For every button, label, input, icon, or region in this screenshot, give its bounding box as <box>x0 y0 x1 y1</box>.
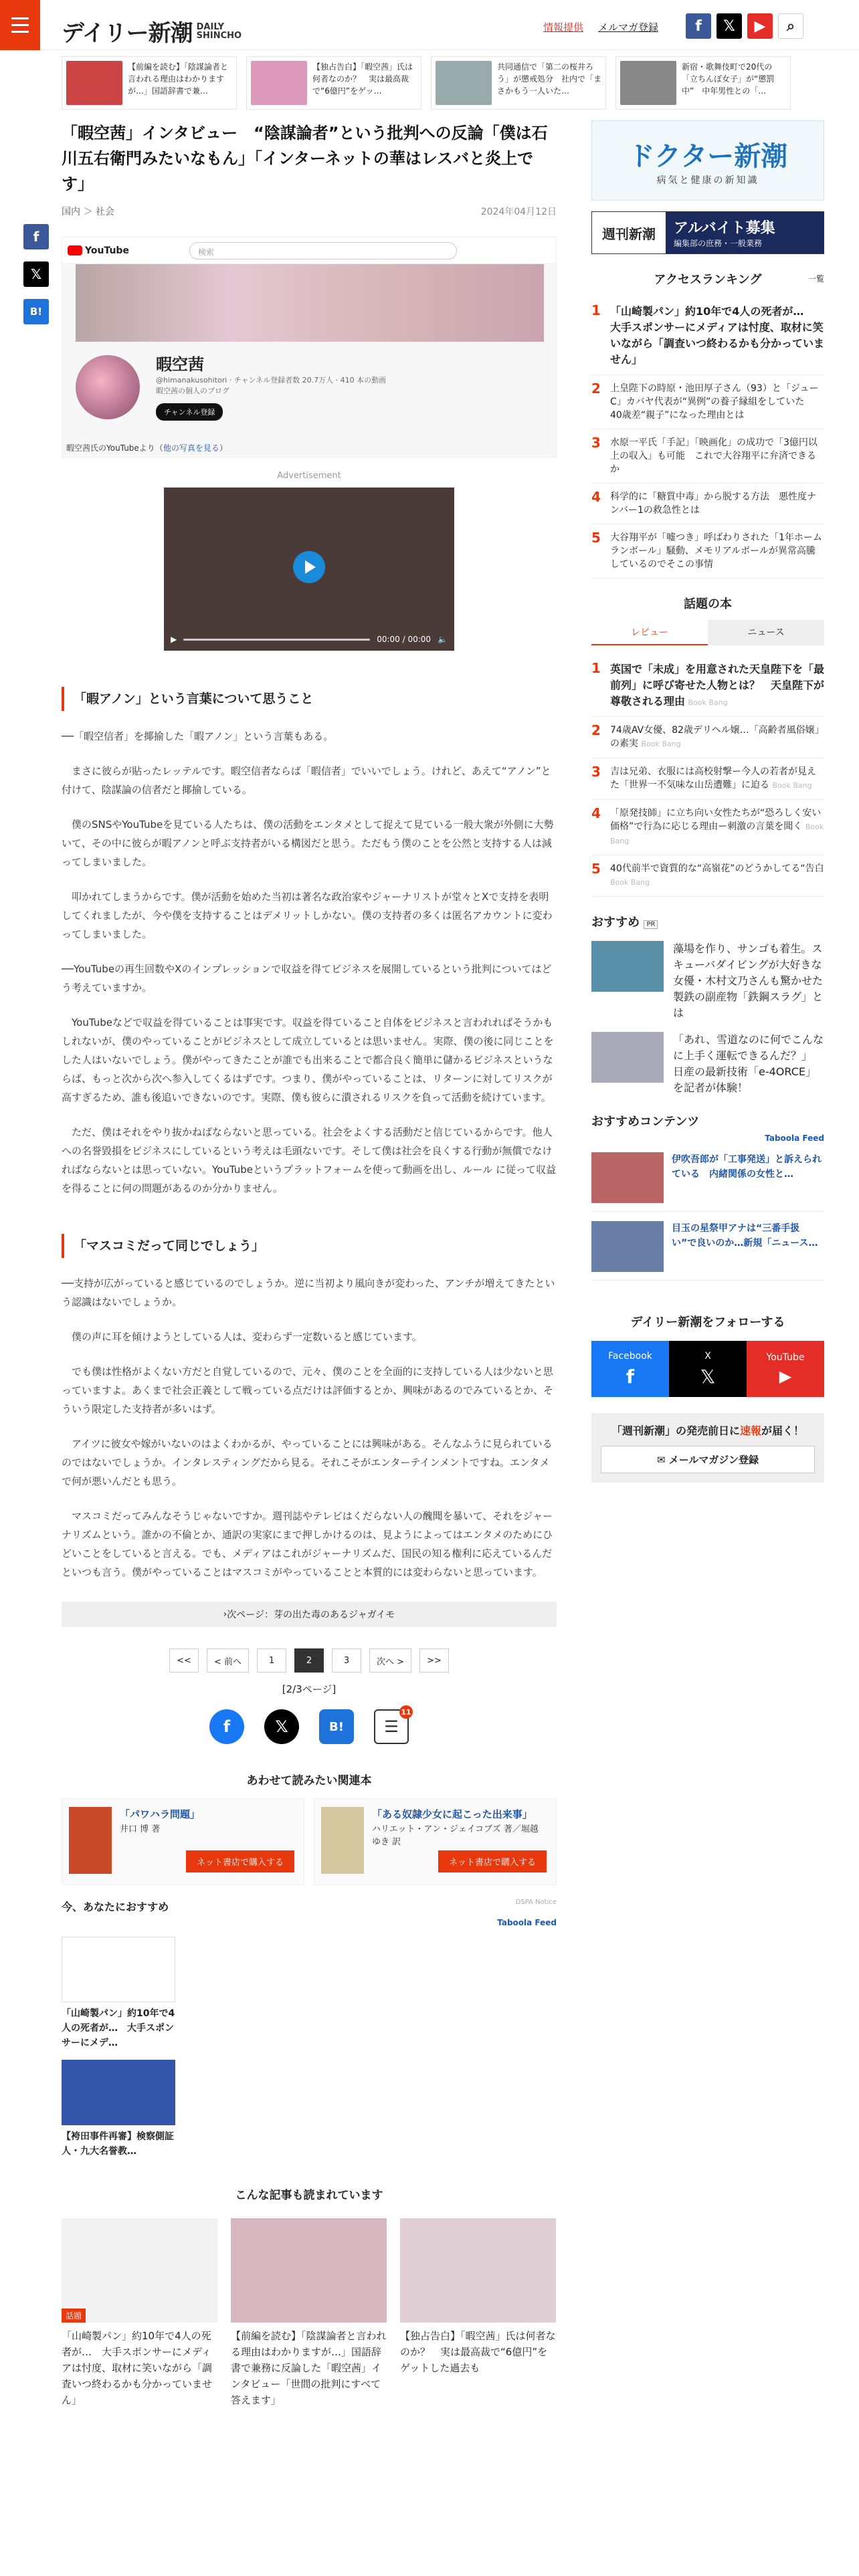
dspa-notice[interactable]: DSPA Notice <box>515 1899 557 1906</box>
paragraph: まさに彼らが貼ったレッテルです。暇空信者ならば「暇信者」でいいでしょう。けれど、あえて“アノン”と付けて、陰謀論の信者だと揶揄している。 <box>62 765 551 796</box>
facebook-share-icon[interactable]: f <box>23 224 49 249</box>
youtube-icon[interactable]: ▶ <box>747 13 773 39</box>
follow-buttons <box>591 1341 824 1397</box>
next-page-button[interactable]: › 次ページ：芽の出た毒のあるジャガイモ <box>62 1602 557 1627</box>
video-time: 00:00 / 00:00 <box>377 635 432 644</box>
photo-caption: 暇空茜氏のYouTubeより（他の写真を見る） <box>66 443 227 453</box>
search-icon[interactable]: ⌕ <box>778 13 803 39</box>
first-page[interactable]: << <box>169 1648 199 1673</box>
content-heading: おすすめコンテンツ <box>591 1115 700 1129</box>
related-books-heading: あわせて読みたい関連本 <box>246 1774 372 1788</box>
strip-item[interactable] <box>246 56 421 110</box>
hamburger-menu-button[interactable] <box>0 0 40 50</box>
article-date: 2024年04月12日 <box>480 207 557 217</box>
yt-search: 検索 <box>189 242 457 259</box>
book-ranking-list <box>591 655 824 897</box>
ad-label: Advertisement <box>277 471 341 481</box>
related-books <box>62 1798 557 1885</box>
book-title: 「パワハラ問題」 <box>120 1808 201 1820</box>
comment-icon[interactable]: ☰ 11 <box>374 1709 409 1744</box>
ranking-heading: アクセスランキング 一覧 <box>654 273 824 287</box>
paragraph: マスコミだってみんなそうじゃないですか。週刊誌やテレビはくだらない人の醜聞を暴いて、それをジャーナリズムという。誰かの不倫とか、通訳の実家にまで押しかけるのは、見ようによってはエンタメのためにひどいことをしていると言える。でも、メディアはこれがジャーナリズムだ、国民の知る権利に応えているんだといつも言う。僕がやっていることはマスコミがやっていることと本質的には変わらないと思っています。 <box>62 1510 553 1578</box>
last-page[interactable]: >> <box>419 1648 449 1673</box>
section-heading: 「マスコミだって同じでしょう」 <box>62 1234 356 1258</box>
follow-x[interactable]: X 𝕏 <box>669 1341 747 1397</box>
paragraph: ただ、僕はそれをやり抜かねばならないと思っている。社会をよくする活動だと信じているからです。他人への名誉毀損をビジネスにしているという考えは毛頭ないです。そして僕は社会を良くする行動が無償でなければならないとは思っていない。YouTubeというプラットフォームを使って動画を出し、ルール に従って収益を得ることに何の問題があるのか分かりません。 <box>62 1126 556 1194</box>
hatena-share-icon[interactable]: B! <box>319 1709 354 1744</box>
page-3[interactable]: 3 <box>332 1648 361 1673</box>
paragraph: 僕のSNSやYouTubeを見ている人たちは、僕の活動をエンタメとして捉えて見ている一般大衆が外側に大勢いて、その中に彼らが暇アノンと呼ぶ支持者がいる構図だと思う。ただもう僕のことを公然と支持する人は減ってしまいました。 <box>62 819 554 868</box>
article-meta <box>62 205 557 218</box>
strip-item[interactable] <box>431 56 606 110</box>
logo-en: DAILY SHINCHO <box>196 21 242 41</box>
recruit-banner[interactable] <box>591 211 824 254</box>
osusume-text: 「あれ、雪道なのに何でこんなに上手く運転できるんだ？」 日産の最新技術「e-4ORCE」を記者が体験！ <box>673 1033 824 1094</box>
more-image <box>62 2218 217 2323</box>
x-icon: 𝕏 <box>700 1365 716 1388</box>
taboola-label[interactable]: Taboola Feed <box>497 1918 557 1927</box>
video-controls <box>171 635 448 644</box>
site-header <box>0 0 859 50</box>
osusume-item[interactable] <box>591 1032 824 1096</box>
paragraph: アイツに彼女や嫁がいないのはよくわかるが、やっていることには興味がある。そんなふうに見られているのではないでしょうか。インタレスティングだから見る。それこそがエンターテインメントですね。エンタメで何が悪いんだとも思う。 <box>62 1438 553 1487</box>
ranking-item[interactable]: 2 上皇陛下の時原・池田厚子さん（93）と「ジューC」カバヤ代表が“異例”の養子縁組をしていた 40歳差“親子”になった理由とは <box>591 375 824 429</box>
paragraph: ──「暇空信者」を揶揄した「暇アノン」という言葉もある。 <box>62 730 334 742</box>
book-author: 井口 博 著 <box>120 1824 161 1834</box>
strip-item[interactable] <box>62 56 237 110</box>
newsletter-link[interactable]: メルマガ登録 <box>598 21 659 33</box>
next-page[interactable]: 次へ > <box>369 1648 411 1673</box>
next-page-label: 次ページ：芽の出た毒のあるジャガイモ <box>227 1610 395 1620</box>
content-text: 伊吹吾郎が「工事発送」と訴えられている 内緒関係の女性と… <box>672 1154 822 1180</box>
recruit-title: アルバイト募集 <box>674 220 775 237</box>
taboola-label[interactable]: Taboola Feed <box>765 1134 824 1143</box>
more-image <box>231 2218 387 2323</box>
more-heading: こんな記事も読まれています <box>235 2189 383 2202</box>
paragraph: ──支持が広がっていると感じているのでしょうか。逆に当初より風向きが変わった、アンチが増えてきたという認識はないでしょうか。 <box>62 1277 555 1308</box>
paragraph: YouTubeなどで収益を得ていることは事実です。収益を得ていること自体をビジネスと言われればそうかもしれないが、僕のやっていることがビジネスとして成立しているとは思いません。実際、僕の後に同じことをした人はいないでしょう。僕がやってきたことが誰でも出来ることで都合良く簡単に儲かるビジネスというならば、もっと次から次へ参入してくるはずです。つまり、僕がやっていることは、リターンに対してリスクが高すぎるため、誰も後追いできないのです。実際、僕も彼らに潰されるリスクを負って活動を続けています。 <box>62 1016 554 1103</box>
sidebar <box>591 120 824 1483</box>
book-rank-item[interactable]: 2 74歳AV女優、82歳デリヘル嬢…「高齢者風俗嬢」の素実 Book Bang <box>591 717 824 758</box>
youtube-logo: YouTube <box>68 245 129 256</box>
osusume-image <box>591 941 664 992</box>
channel-banner <box>76 264 544 342</box>
crumb-society[interactable]: 社会 <box>95 207 114 217</box>
crumb-domestic[interactable]: 国内 <box>62 207 80 217</box>
follow-heading: デイリー新潮をフォローする <box>630 1315 785 1329</box>
content-text: 目玉の星祭甲アナは“三番手扱い”で良いのか…新規「ニュース… <box>672 1223 818 1249</box>
books-heading: 話題の本 <box>684 597 732 611</box>
recruit-right <box>666 212 824 253</box>
ranking-item[interactable]: 3 水原一平氏「手記」「映画化」の成功で「3億円以上の収入」も可能 これで大谷翔平に弁済できるか <box>591 429 824 484</box>
site-logo[interactable] <box>62 15 242 47</box>
more-text: 【前編を読む】「陰謀論者と言われる理由はわかりますが…」国語辞書で兼務に反論した「暇空茜」インタビュー「世間の批判にすべて答えます」 <box>231 2330 387 2406</box>
rec-image <box>62 1937 175 2002</box>
breadcrumb: 国内 ＞ 社会 <box>62 207 114 217</box>
strip-item[interactable] <box>615 56 791 110</box>
doctor-title: ドクター新潮 <box>628 140 788 172</box>
header-links <box>543 20 658 34</box>
book-rank-item[interactable]: 4 「原発技師」に立ち向い女性たちが“恐ろしく安い価格”で行為に応じる理由ー刺激の言葉を聞く Book Bang <box>591 800 824 855</box>
content-item[interactable] <box>591 1152 824 1212</box>
doctor-sub: 病気と健康の新知識 <box>656 175 759 186</box>
buy-button[interactable]: ネット書店で購入する <box>186 1850 294 1872</box>
strip-thumb <box>436 61 492 105</box>
pagination <box>62 1648 557 1673</box>
ranking-item[interactable]: 5 大谷翔平が「嘘つき」呼ばわりされた「1年ホームランボール」騒動、メモリアルボールが異常高騰しているのでそこの事情 <box>591 524 824 578</box>
ranking-more-link[interactable]: 一覧 <box>807 274 824 284</box>
paragraph: 叩かれてしまうからです。僕が活動を始めた当初は著名な政治家やジャーナリストが堂々とXで支持を表明してくれましたが、今や僕を支持することはデメリットしかない。僕の支持者の多くは匿名アカウントに変わってしまいました。 <box>62 891 553 940</box>
book-card[interactable] <box>62 1798 304 1885</box>
subscribe-button: チャンネル登録 <box>156 403 223 421</box>
recommend-card[interactable] <box>62 2060 175 2159</box>
strip-text: 新宿・歌舞伎町で20代の「立ちんぼ女子」が“懲罰中” 中年男性との「… <box>682 62 775 96</box>
follow-youtube[interactable]: YouTube ▶ <box>747 1341 824 1397</box>
more-card[interactable] <box>62 2218 217 2408</box>
strip-thumb <box>251 61 307 105</box>
strip-text: 【前編を読む】「陰謀論者と言われる理由はわかりますが…」国語辞書で兼… <box>128 62 229 96</box>
osusume-image <box>591 1032 664 1083</box>
prev-page[interactable]: < 前へ <box>207 1648 249 1673</box>
more-card[interactable] <box>400 2218 556 2408</box>
hatena-share-icon[interactable]: B! <box>23 299 49 324</box>
more-card[interactable] <box>231 2218 387 2408</box>
more-articles <box>62 2218 557 2408</box>
facebook-icon[interactable]: f <box>686 13 711 39</box>
more-text: 【独占告白】「暇空茜」氏は何者なのか？ 実は最高裁で“6億円”をゲットした過去も <box>400 2330 556 2374</box>
more-image <box>400 2218 556 2323</box>
side-share <box>23 224 49 324</box>
recommend-card[interactable] <box>62 1937 175 2050</box>
newsletter-text: 「週刊新潮」の発売前日に速報が届く！ <box>611 1424 805 1437</box>
book-rank-item[interactable]: 3 吉は兄弟、衣服には高校射撃ー今人の若者が見えた「世界一不気味な山岳遭難」に迫る Book Bang <box>591 758 824 800</box>
book-cover <box>321 1807 364 1874</box>
books-tabs <box>591 620 824 645</box>
page-1[interactable]: 1 <box>257 1648 286 1673</box>
info-link[interactable]: 情報提供 <box>543 21 584 33</box>
content-image <box>591 1152 664 1203</box>
comment-count-badge: 11 <box>399 1705 413 1719</box>
strip-text: 【独占告白】「暇空茜」氏は何者なのか？ 実は最高裁で“6億円”をゲッ… <box>312 62 413 96</box>
newsletter-button[interactable]: ✉ メールマガジン登録 <box>601 1446 815 1473</box>
top-article-strip <box>62 56 791 110</box>
strip-text: 共同通信で「第二の桜井ろう」が懲戒処分 社内で「まさかもう一人いた… <box>497 62 602 96</box>
progress-bar[interactable] <box>183 639 370 641</box>
x-share-icon[interactable]: 𝕏 <box>23 261 49 287</box>
strip-thumb <box>620 61 676 105</box>
book-cover <box>69 1807 112 1874</box>
avatar <box>76 355 140 419</box>
tab-news[interactable]: ニュース <box>708 620 824 645</box>
volume-icon[interactable]: 🔈 <box>438 635 448 644</box>
book-rank-item[interactable]: 1 英国で「未成」を用意された天皇陛下を「最前列」に呼び寄せた人物とは？ 天皇陛下が尊敬される理由 Book Bang <box>591 655 824 717</box>
content-image <box>591 1221 664 1272</box>
doctor-shincho-banner[interactable] <box>591 120 824 201</box>
rec-image <box>62 2060 175 2125</box>
section-heading: 「暇アノン」という言葉について思うこと <box>62 687 356 711</box>
bottom-share <box>62 1709 557 1744</box>
x-icon[interactable]: 𝕏 <box>717 13 742 39</box>
book-title: 「ある奴隷少女に起こった出来事」 <box>372 1808 533 1820</box>
facebook-share-icon[interactable]: f <box>209 1709 244 1744</box>
ranking-list <box>591 297 824 578</box>
recruit-sub: 編集部の庶務・一般業務 <box>674 239 763 248</box>
page-count: [2/3ページ] <box>282 1683 337 1695</box>
channel-info: @himanakusohitori · チャンネル登録者数 20.7万人 · 410 本の動画 暇空茜の個人のブログ <box>156 376 387 395</box>
facebook-icon: f <box>626 1365 635 1388</box>
video-ad[interactable] <box>164 488 454 651</box>
x-share-icon[interactable]: 𝕏 <box>264 1709 299 1744</box>
topic-tag: 話題 <box>62 2309 86 2323</box>
logo-text: デイリー新潮 <box>62 20 193 47</box>
paragraph: 僕の声に耳を傾けようとしている人は、変わらず一定数いると感じています。 <box>62 1331 422 1343</box>
article-photo[interactable] <box>62 237 557 457</box>
tab-review[interactable]: レビュー <box>591 620 708 645</box>
book-rank-item[interactable]: 5 40代前半で資質的な“高嶺花”のどうかしてる“告白 Book Bang <box>591 855 824 897</box>
content-item[interactable] <box>591 1221 824 1281</box>
page-2[interactable]: 2 <box>294 1648 324 1673</box>
osusume-heading: おすすめ PR <box>591 913 824 930</box>
more-text: 「山崎製パン」約10年で4人の死者が… 大手スポンサーにメディアは忖度、取材に笑いながら「調査いつ終わるかも分かっていません」 <box>62 2330 213 2406</box>
paragraph: でも僕は性格がよくない方だと自覚しているので、元々、僕のことを全面的に支持している人は少ないと思っていますよ。あくまで社会正義として戦っている点だけは評価するとか、興味があるのでみているとか、そういう限定した支持者が多いはず。 <box>62 1366 554 1415</box>
newsletter-box <box>591 1413 824 1483</box>
recruit-left: 週刊新潮 <box>592 212 666 253</box>
recommend-heading: 今、あなたにおすすめ <box>62 1901 169 1913</box>
rec-text: 【袴田事件再審】検察側証人・九大名誉教… <box>62 2131 174 2157</box>
article-title: 「暇空茜」インタビュー “陰謀論者”という批判への反論「僕は石川五右衛門みたいなもん」「インターネットの華はレスバと炎上です」 <box>62 124 548 193</box>
book-author: ハリエット・アン・ジェイコブズ 著／堀越 ゆき 訳 <box>372 1824 539 1847</box>
article <box>62 120 557 2408</box>
header-social <box>686 13 803 39</box>
play-icon[interactable] <box>293 551 325 583</box>
ranking-item[interactable]: 4 科学的に「糖質中毒」から脱する方法 悪性度ナンバー1の救急性とは <box>591 484 824 524</box>
strip-thumb <box>66 61 122 105</box>
paragraph: ──YouTubeの再生回数やXのインプレッションで収益を得てビジネスを展開しているという批判についてはどう考えていますか。 <box>62 963 552 994</box>
follow-facebook[interactable]: Facebook f <box>591 1341 669 1397</box>
recommend-heading-row <box>62 1899 557 1914</box>
book-card[interactable] <box>314 1798 557 1885</box>
yt-bar <box>62 237 556 264</box>
youtube-icon: ▶ <box>779 1367 792 1386</box>
channel-name: 暇空茜 <box>156 355 204 374</box>
osusume-item[interactable] <box>591 941 824 1021</box>
play-small-icon[interactable]: ▶ <box>171 635 177 644</box>
osusume-text: 藻場を作り、サンゴも着生。スキューバダイビングが大好きな女優・木村文乃さんも驚かせた製鉄の副産物「鉄鋼スラグ」とは <box>673 942 824 1019</box>
buy-button[interactable]: ネット書店で購入する <box>438 1850 547 1872</box>
ranking-item[interactable]: 1 「山崎製パン」約10年で4人の死者が… 大手スポンサーにメディアは忖度、取材に笑いながら「調査いつ終わるかも分かっていません」 <box>591 297 824 375</box>
more-photos-link[interactable]: 他の写真を見る <box>163 443 219 453</box>
rec-text: 「山崎製パン」約10年で4人の死者が… 大手スポンサーにメデ… <box>62 2008 175 2048</box>
